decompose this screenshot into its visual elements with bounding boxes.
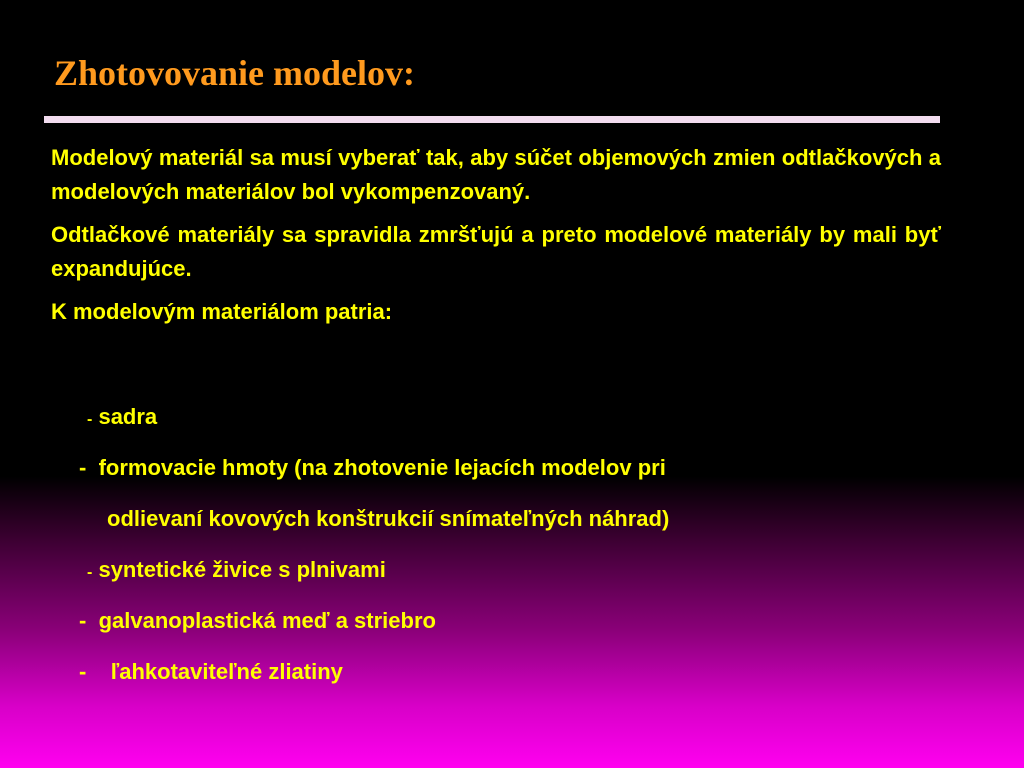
- list-item-text: syntetické živice s plnivami: [98, 557, 386, 582]
- list-item-syntetické-živice: [87, 557, 386, 583]
- list-item-text: ľahkotaviteľné zliatiny: [110, 659, 343, 684]
- title-divider: [44, 116, 940, 123]
- list-item-continuation: [107, 506, 669, 532]
- list-item-text: odlievaní kovových konštrukcií snímateľných náhrad): [107, 506, 670, 531]
- slide-title: Zhotovovanie modelov:: [54, 53, 416, 93]
- list-dash: -: [79, 659, 87, 684]
- list-item-ľahkotaviteľné-zliatiny: [79, 659, 343, 685]
- list-item-sadra: [87, 404, 157, 430]
- list-item-text: galvanoplastická meď a striebro: [98, 608, 436, 633]
- list-item-text: formovacie hmoty (na zhotovenie lejacích modelov pri: [98, 455, 666, 480]
- list-item-text: sadra: [98, 404, 158, 429]
- paragraph-volume-changes: Modelový materiál sa musí vyberať tak, aby súčet objemových zmien odtlačkových a modelových materiálov bol vykompenzovaný.: [51, 145, 941, 204]
- list-item-galvanoplastická-meď: [79, 608, 436, 634]
- paragraph-list-intro: K modelovým materiálom patria:: [51, 299, 393, 324]
- list-dash: -: [87, 411, 93, 428]
- list-dash: -: [79, 608, 87, 633]
- list-dash: -: [79, 455, 87, 480]
- list-dash: -: [87, 564, 93, 581]
- list-item-formovacie-hmoty: [79, 455, 666, 481]
- paragraph-expansion: Odtlačkové materiály sa spravidla zmršťujú a preto modelové materiály by mali byť expandujúce.: [51, 222, 941, 281]
- slide-body: [51, 141, 941, 338]
